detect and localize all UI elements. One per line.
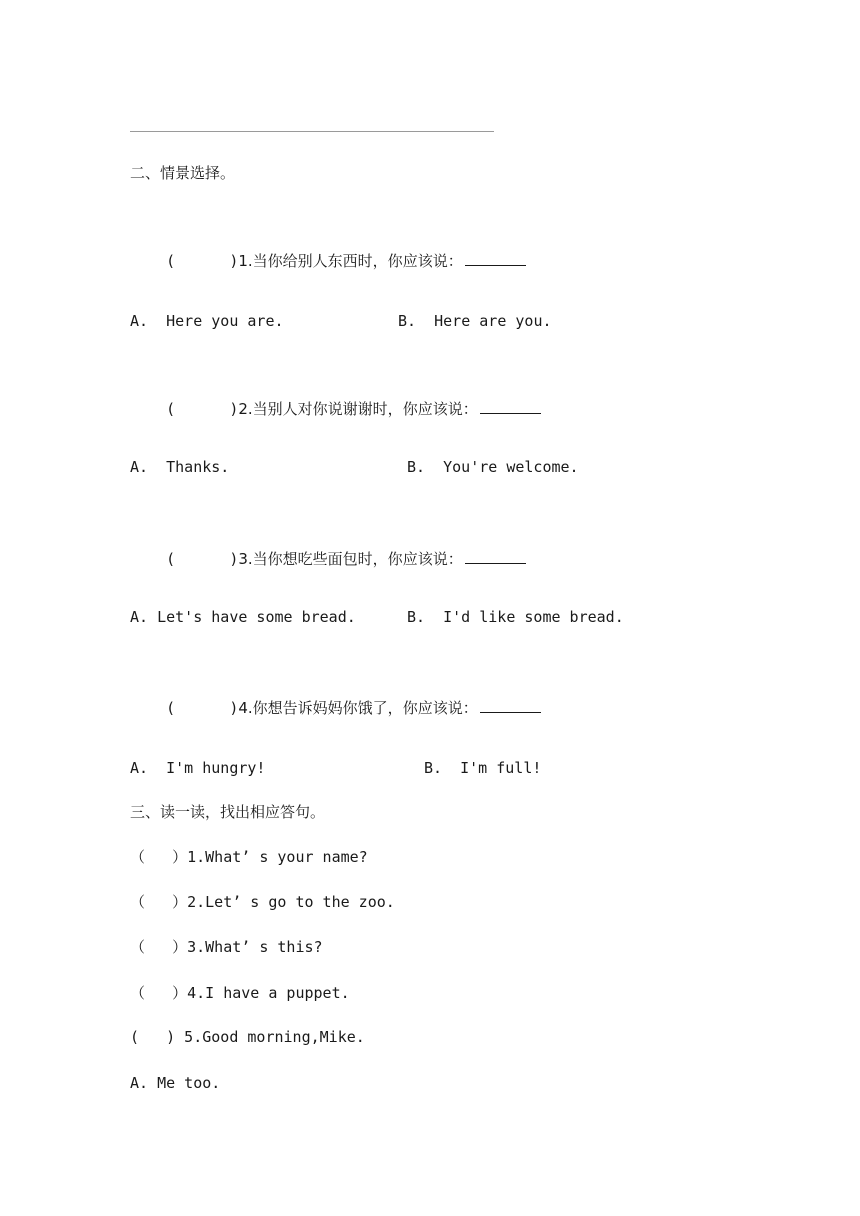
answer-blank[interactable]	[465, 549, 526, 564]
answer-blank[interactable]	[480, 399, 541, 414]
question-1-option-b: B. Here are you.	[398, 312, 552, 330]
match-item-3: （ ）3.What’ s this?	[130, 938, 323, 956]
match-item-4: （ ）4.I have a puppet.	[130, 984, 350, 1002]
answer-blank[interactable]	[480, 698, 541, 713]
question-prompt: 3.当你想吃些面包时，你应该说：	[238, 550, 463, 568]
section-2-heading: 二、情景选择。	[130, 164, 236, 182]
question-1-option-a: A. Here you are.	[130, 312, 284, 330]
match-item-5: ( ) 5.Good morning,Mike.	[130, 1028, 365, 1046]
question-prompt: 2.当别人对你说谢谢时，你应该说：	[238, 400, 478, 418]
question-4-option-a: A. I'm hungry!	[130, 759, 266, 777]
answer-paren[interactable]: ( )	[166, 699, 239, 717]
question-prompt: 4.你想告诉妈妈你饿了，你应该说：	[238, 699, 478, 717]
question-3-option-b: B. I'd like some bread.	[407, 608, 624, 626]
answer-blank[interactable]	[465, 251, 526, 266]
top-divider	[130, 131, 494, 132]
question-prompt: 1.当你给别人东西时，你应该说：	[238, 252, 463, 270]
question-4	[130, 678, 541, 738]
match-answer-a: A. Me too.	[130, 1074, 221, 1092]
answer-paren[interactable]: ( )	[166, 550, 239, 568]
question-3	[130, 529, 526, 589]
question-2-option-a: A. Thanks.	[130, 458, 230, 476]
question-2	[130, 379, 541, 439]
answer-paren[interactable]: ( )	[166, 252, 239, 270]
match-item-2: （ ）2.Let’ s go to the zoo.	[130, 893, 395, 911]
question-3-option-a: A. Let's have some bread.	[130, 608, 356, 626]
question-4-option-b: B. I'm full!	[424, 759, 542, 777]
answer-paren[interactable]: ( )	[166, 400, 239, 418]
section-3-heading: 三、读一读，找出相应答句。	[130, 803, 326, 821]
match-item-1: （ ）1.What’ s your name?	[130, 848, 368, 866]
question-1	[130, 231, 526, 291]
question-2-option-b: B. You're welcome.	[407, 458, 579, 476]
